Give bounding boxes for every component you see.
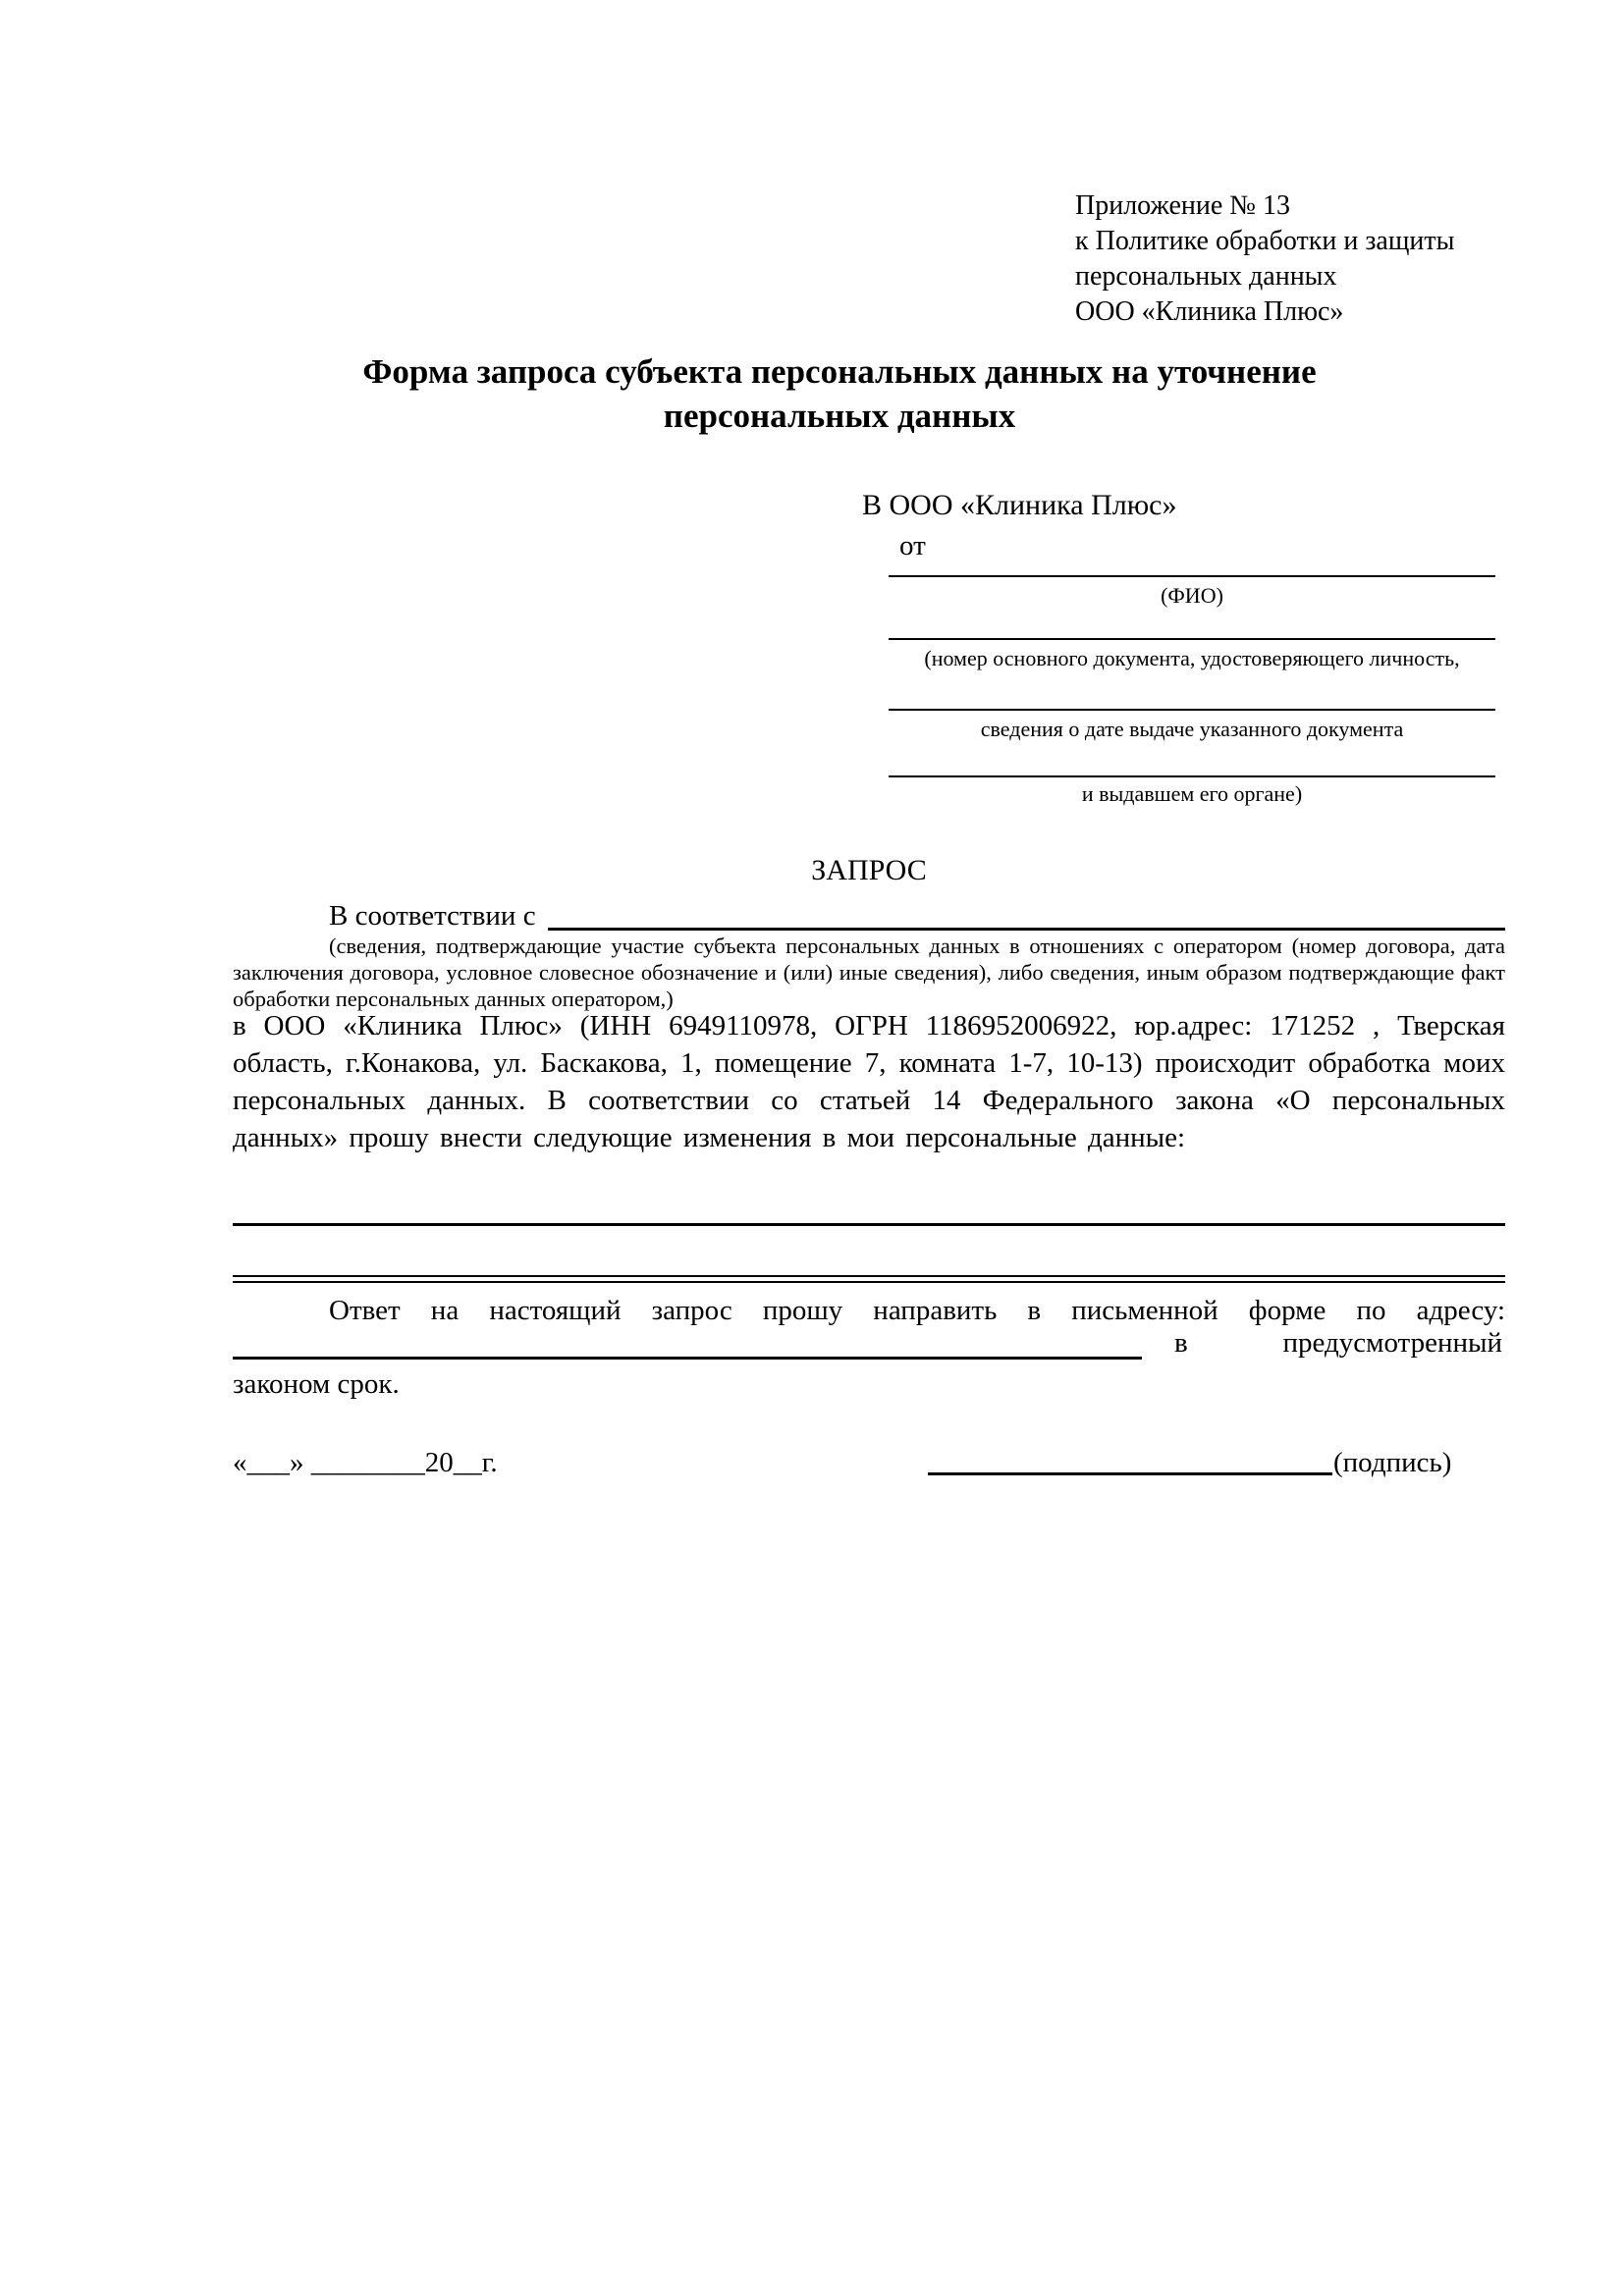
appendix-note-line: ООО «Клиника Плюс» — [1075, 296, 1344, 327]
request-body-paragraph: в ООО «Клиника Плюс» (ИНН 6949110978, ОГРН 1186952006922, юр.адрес: 171252 , Тверская область, г.Конакова, ул. Баскакова, 1, помещение 7, комната 1-7, 10-13) происходит обработка моих персональных данных. В соответствии со статьей 14 Федерального закона «О персональных данных» прошу внести следующие изменения в мои персональные данные: — [233, 1010, 1505, 1153]
identity-document-fill-line — [889, 638, 1495, 640]
response-request-line: Ответ на настоящий запрос прошу направить в письменной форме по адресу: — [329, 1295, 1505, 1326]
issuing-authority-caption: и выдавшем его органе) — [1081, 781, 1303, 806]
appendix-note — [1075, 188, 1454, 330]
response-tail-line: законом срок. — [233, 1368, 400, 1400]
issuing-authority-fill-line — [889, 775, 1495, 777]
document-title-line: Форма запроса субъекта персональных данных на уточнение — [362, 352, 1317, 391]
appendix-note-line: Приложение № 13 — [1075, 190, 1290, 221]
response-word-in: в — [1174, 1327, 1188, 1359]
from-label: от — [899, 530, 926, 561]
appendix-note-line: к Политике обработки и защиты — [1075, 226, 1455, 256]
accordance-row — [233, 897, 1505, 934]
small-print-note: (сведения, подтверждающие участие субъекта персональных данных в отношениях с оператором (номер договора, дата заключения договора, условное словесное обозначение и (или) иные сведения), либо сведения, иным образом подтверждающие факт обработки персональных данных оператором,) — [233, 934, 1505, 1011]
signature-caption: (подпись) — [1333, 1447, 1452, 1478]
accordance-fill-line — [548, 928, 1505, 931]
addressee-organization: В ООО «Клиника Плюс» — [862, 489, 1177, 521]
identity-document-caption: (номер основного документа, удостоверяющего личность, — [924, 646, 1460, 670]
signature-fill-line — [928, 1445, 1332, 1475]
document-title — [177, 349, 1502, 438]
accordance-prefix: В соответствии с — [329, 900, 536, 932]
request-heading: ЗАПРОС — [811, 854, 927, 886]
changes-fill-line-2 — [233, 1275, 1505, 1283]
address-fill-line — [233, 1329, 1142, 1360]
fio-caption: (ФИО) — [1161, 583, 1223, 608]
document-title-line: персональных данных — [663, 397, 1016, 435]
appendix-note-line: персональных данных — [1075, 261, 1337, 292]
issue-date-caption: сведения о дате выдаче указанного документа — [980, 717, 1404, 741]
date-fill-text: «___» ________20__г. — [233, 1447, 498, 1478]
issue-date-fill-line — [889, 709, 1495, 711]
fio-fill-line — [889, 575, 1495, 577]
response-word-prescribed: предусмотренный — [1282, 1327, 1502, 1359]
changes-fill-line-1 — [233, 1223, 1505, 1226]
